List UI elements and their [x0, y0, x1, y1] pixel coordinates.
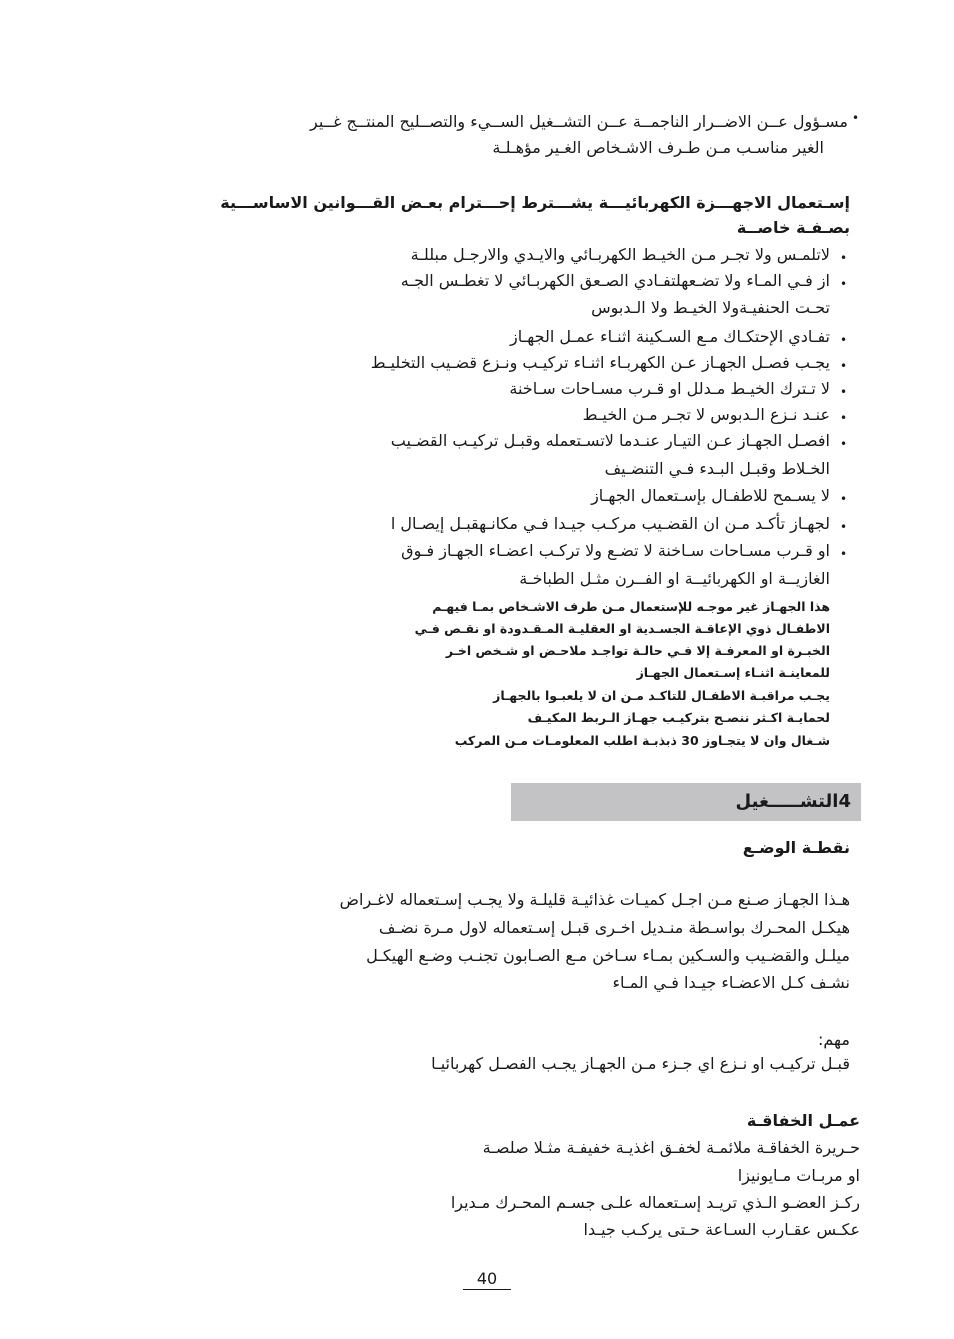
safety-item-3: تفـادي الإحتكـاك مـع السـكينة اثنـاء عمـل الجهـاز — [510, 327, 830, 346]
safety-item-6: عنـد نـزع الـدبوس لا تجـر مـن الخيـط — [582, 405, 830, 424]
important-text: قبـل تركيـب او نـزع اي جـزء مـن الجهـاز يجـب الفصـل كهربائيـا — [431, 1054, 850, 1073]
bullet-icon: • — [840, 251, 848, 265]
warning-line-3: الخبـرة او المعرفـة إلا فـي حالـة تواجـد ملاحـض او شـخص اخـر — [445, 643, 830, 658]
bullet-icon: • — [840, 547, 848, 561]
bullet-icon: • — [840, 385, 848, 399]
safety-item-4: يجـب فصـل الجهـاز عـن الكهربـاء اثنـاء تركيـب ونـزع قضـيب التخليـط — [370, 353, 830, 372]
bullet-icon: • — [840, 520, 848, 534]
important-label: مهم: — [818, 1030, 850, 1049]
setup-line-3: ميلـل والقضـيب والسـكين بمـاء سـاخن مـع الصـابون تجنـب وضـع الهيكـل — [366, 946, 850, 965]
safety-heading-line-1: إسـتعمال الاجهـــزة الكهربائيـــة يشـــترط إحـــترام بعـض القـــوانين الاساســـية — [220, 193, 850, 212]
warning-line-6: لحمايـة اكـثر ننصـح بتركيـب جهـاز الـربط المكيـف — [527, 710, 830, 725]
safety-item-7-line-1: افصـل الجهـاز عـن التيـار عنـدما لاتسـتعمله وقبـل تركيـب القضـيب — [390, 431, 830, 450]
whisk-line-4: عكـس عقـارب السـاعة حـتى يركـب جيـدا — [583, 1220, 860, 1239]
intro-line-2: الغير مناسـب مـن طـرف الاشـخاص الغـير مؤهـلـة — [492, 138, 824, 157]
bullet-icon: • — [840, 437, 848, 451]
section-header-bar — [511, 783, 861, 821]
warning-line-2: الاطفـال ذوي الإعاقـة الجسـدية او العقليـة المـقـدودة او نقـص فـي — [414, 621, 830, 636]
warning-line-5: يجـب مراقبـة الاطفـال للتاكـد مـن ان لا يلعبـوا بالجهـاز — [493, 688, 830, 703]
safety-item-2-line-1: از فـي المـاء ولا تضـعهلتفـادي الصـعق الكهربـائي لا تغطـس الجـه — [400, 271, 830, 290]
bullet-icon: • — [840, 492, 848, 506]
setup-line-1: هـذا الجهـاز صـنع مـن اجـل كميـات غذائيـة قليلـة ولا يجـب إسـتعماله لاغـراض — [339, 890, 850, 909]
safety-item-7-line-2: الخـلاط وقبـل البـدء فـي التنضـيف — [604, 459, 830, 478]
warning-line-1: هذا الجهـاز غير موجـه للإستعمال مـن طرف الاشـخاص بمـا فيهـم — [432, 599, 830, 614]
safety-item-9: لجهـاز تأكـد مـن ان القضـيب مركـب جيـدا فـي مكانـهقبـل إيصـال ا — [390, 514, 830, 533]
whisk-heading: عمـل الخفاقـة — [746, 1111, 860, 1130]
safety-item-1: لاتلمـس ولا تجـر مـن الخيـط الكهربـائي والايـدي والارجـل مبللـة — [410, 245, 830, 264]
safety-item-8: لا يسـمح للاطفـال بإسـتعمال الجهـاز — [591, 486, 830, 505]
whisk-line-3: ركـز العضـو الـذي تريـد إسـتعماله علـى جسـم المحـرك مـديرا — [450, 1193, 860, 1212]
section-title: 4التشـــــغيل — [735, 791, 851, 812]
safety-item-10-line-1: او قـرب مسـاحات سـاخنة لا تضـع ولا تركـب اعضـاء الجهـاز فـوق — [401, 541, 830, 560]
safety-item-5: لا تـترك الخيـط مـدلل او قـرب مسـاحات سـاخنة — [509, 379, 830, 398]
intro-line-1: مسـؤول عــن الاضــرار الناجمــة عــن التشــغيل الســيء والتصــليح المنتــج غــير — [310, 112, 848, 131]
bullet-icon: • — [840, 277, 848, 291]
bullet-icon: • — [840, 411, 848, 425]
page-number: 40 — [463, 1269, 511, 1290]
whisk-line-2: او مربـات مـايونيزا — [737, 1166, 860, 1185]
warning-line-4: للمعاينـة اثنـاء إسـتعمال الجهـاز — [636, 665, 830, 680]
setup-line-2: هيكـل المحـرك بواسـطة منـديل اخـرى قبـل إسـتعماله لاول مـرة نضـف — [378, 918, 850, 937]
setup-heading: نقطـة الوضـع — [742, 838, 850, 857]
whisk-line-1: حـريرة الخفاقـة ملائمـة لخفـق اغذيـة خفيفـة مثـلا صلصـة — [482, 1138, 860, 1157]
safety-item-2-line-2: تحـت الحنفيـةولا الخيـط ولا الـدبوس — [591, 298, 830, 317]
bullet-icon: • — [840, 359, 848, 373]
bullet-icon: • — [840, 333, 848, 347]
safety-item-10-line-2: الغازيــة او الكهربائيــة او الفــرن مثـل الطباخـة — [519, 569, 830, 588]
safety-heading-line-2: بصـفـة خاصــة — [736, 218, 850, 237]
warning-line-7: شـغال وان لا يتجـاوز 30 ذبذبـة اطلب المعلومـات مـن المركب — [454, 733, 830, 748]
bullet-icon: • — [852, 111, 860, 125]
setup-line-4: نشـف كـل الاعضـاء جيـدا فـي المـاء — [612, 973, 850, 992]
